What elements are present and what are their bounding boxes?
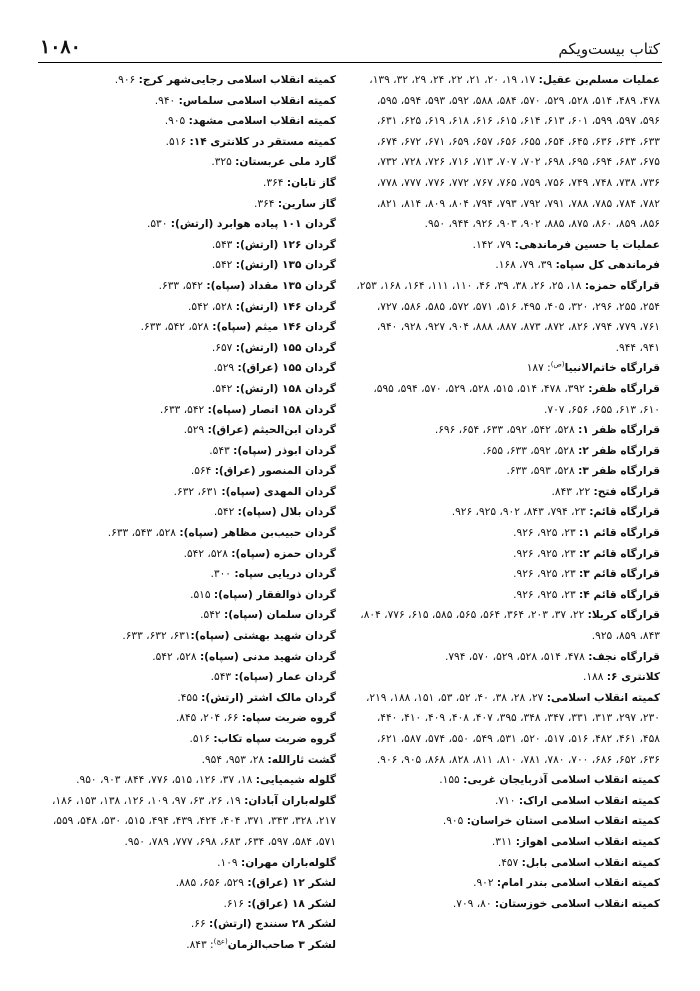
index-entry: [356, 502, 660, 523]
entry-heading: گردان ۱۰۱ پیاده هوابرد (ارتش):: [170, 218, 336, 231]
index-entry: [36, 894, 336, 915]
entry-heading: قرارگاه ظفر ۳:: [578, 465, 660, 478]
index-entry: [356, 70, 660, 235]
entry-page-refs: ۵۲۸، ۵۴۲، ۵۹۲، ۶۳۳، ۶۵۴، ۶۹۶.: [434, 424, 579, 437]
index-entry: [36, 379, 336, 400]
entry-page-refs: ۶۶.: [190, 918, 210, 931]
entry-heading: فرماندهی کل سپاه:: [555, 259, 660, 272]
entry-page-refs: ۱۸۸.: [582, 671, 607, 684]
index-entry: [36, 873, 336, 894]
entry-page-refs: ۱۸، ۲۵، ۲۶، ۳۸، ۳۹، ۴۶، ۱۱۰، ۱۱۱، ۱۶۴، ۱۶۸، ۲۵۳، ۲۵۴، ۲۵۵، ۲۹۶، ۳۲۰، ۴۰۵، ۴۹۵، ۵۱۶، ۵۷۱، ۵۷۲، ۵۸۵، ۵۸۶، ۷۲۷، ۷۶۱، ۷۷۹، ۷۹۴، ۸۲۶، ۸۷۲، ۸۷۳، ۸۸۷، ۸۸۸، ۹۰۴، ۹۲۷، ۹۲۸، ۹۴۰، ۹۴۱، ۹۴۴.: [356, 279, 660, 354]
entry-page-refs: ۹۰۲.: [473, 877, 497, 890]
entry-page-refs: ۶۳۱، ۶۳۲.: [173, 485, 222, 498]
entry-heading: گردان سلمان (سپاه):: [224, 609, 336, 622]
entry-heading: گردان دریایی سپاه:: [234, 568, 336, 581]
index-entry: [36, 132, 336, 153]
entry-page-refs: ۲۷، ۲۸، ۳۸، ۴۰، ۵۲، ۵۳، ۱۵۱، ۱۸۸، ۲۱۹، ۲۳۰، ۲۹۷، ۳۱۳، ۳۳۱، ۳۴۷، ۳۴۸، ۳۹۵، ۴۰۷، ۴۰۸، ۴۰۹، ۴۱۰، ۴۴۰، ۴۵۸، ۴۶۱، ۴۸۲، ۵۱۶، ۵۱۷، ۵۲۰، ۵۳۱، ۵۴۹، ۵۵۰، ۵۷۴، ۵۸۷، ۶۲۱، ۶۳۶، ۶۵۲، ۶۸۶، ۷۰۰، ۷۸۰، ۷۸۱، ۸۱۰، ۸۱۱، ۸۲۸، ۸۶۸، ۹۰۵، ۹۰۶.: [366, 691, 660, 766]
entry-heading: قرارگاه نجف:: [588, 650, 660, 663]
index-entry: [36, 729, 336, 750]
entry-page-refs: ۷۱۰.: [495, 794, 519, 807]
index-entry: [36, 194, 336, 215]
entry-page-refs: ۳۲۵.: [211, 156, 236, 169]
entry-heading: گردان ابن‌الحیثم (عراق):: [207, 424, 336, 437]
entry-page-refs: : ۱۸۷: [526, 362, 551, 375]
index-entry: [36, 544, 336, 565]
entry-heading: گلوله‌باران آبادان:: [244, 794, 336, 807]
entry-heading: قرارگاه خاتم‌الانبیا: [564, 362, 660, 375]
entry-page-refs: ۴۷۸، ۵۱۴، ۵۲۸، ۵۲۹، ۵۷۰، ۷۹۴.: [444, 650, 589, 663]
entry-heading: گاز تابان:: [286, 176, 336, 189]
entry-heading: گردان حبیب‌بن مظاهر (سپاه):: [179, 527, 336, 540]
entry-page-refs: ۳۹۲، ۴۷۸، ۵۱۴، ۵۱۵، ۵۲۸، ۵۲۹، ۵۷۰، ۵۹۴، ۵۹۵، ۶۱۰، ۶۱۳، ۶۵۵، ۶۵۶، ۷۰۷.: [373, 382, 660, 416]
index-column-right: [356, 70, 660, 914]
entry-heading: گردان شهید مدنی (سپاه):: [199, 650, 336, 663]
entry-page-refs: ۹۰۵.: [164, 115, 189, 128]
index-entry: [36, 276, 336, 297]
page-header: [40, 32, 660, 58]
entry-heading: کلانتری ۶:: [606, 671, 660, 684]
entry-heading: لشکر ۱۲ (عراق):: [247, 877, 336, 890]
index-entry: [356, 420, 660, 441]
entry-heading: گردان ابوذر (سپاه):: [233, 444, 336, 457]
entry-heading: کمیته انقلاب اسلامی بندر امام:: [496, 877, 660, 890]
index-entry: [356, 523, 660, 544]
index-entry: [356, 461, 660, 482]
index-entry: [36, 317, 336, 338]
entry-heading: قرارگاه ظفر ۲:: [578, 444, 660, 457]
entry-heading: کمیته انقلاب اسلامی استان خراسان:: [466, 815, 660, 828]
entry-page-refs: ۵۲۸، ۵۴۲.: [152, 650, 200, 663]
entry-page-refs: ۵۴۲.: [211, 259, 236, 272]
entry-heading: گردان حمزه (سپاه):: [231, 547, 336, 560]
entry-page-refs: ۴۵۷.: [497, 856, 522, 869]
index-entry: [36, 441, 336, 462]
index-entry: [36, 708, 336, 729]
entry-page-refs: ۸۰، ۷۰۹.: [452, 897, 495, 910]
entry-page-refs: ۳۶۴.: [254, 197, 278, 210]
index-entry: [36, 688, 336, 709]
entry-page-refs: ۲۳، ۹۲۵، ۹۲۶.: [513, 527, 580, 540]
entry-heading: کمیته انقلاب اسلامی رجایی‌شهر کرج:: [138, 74, 336, 86]
entry-page-refs: ۵۲۸، ۵۹۳، ۶۳۳.: [506, 465, 579, 478]
index-entry: [36, 235, 336, 256]
entry-page-refs: ۵۴۲.: [200, 609, 224, 622]
entry-page-refs: ۲۳، ۹۲۵، ۹۲۶.: [513, 588, 580, 601]
index-entry: [356, 358, 660, 379]
index-entry: [36, 152, 336, 173]
entry-page-refs: ۵۲۸، ۵۴۳، ۶۳۳.: [107, 527, 180, 540]
entry-page-refs: ۲۲، ۳۷، ۲۰۳، ۳۶۴، ۵۶۴، ۵۶۵، ۵۸۵، ۶۱۵، ۷۷۶، ۸۰۴، ۸۴۳، ۸۵۹، ۹۲۵.: [360, 609, 660, 643]
index-entry: [356, 276, 660, 358]
entry-heading: گردان مالک اشتر (ارتش):: [201, 691, 336, 704]
entry-page-refs: ۹۰۵.: [442, 815, 467, 828]
entry-page-refs: ۳۰۰.: [210, 568, 235, 581]
entry-page-refs: ۵۴۲.: [213, 506, 238, 519]
index-entry: [356, 894, 660, 915]
entry-page-refs: ۵۴۲، ۶۳۳.: [158, 279, 207, 292]
index-entry: [36, 297, 336, 318]
index-entry: [356, 791, 660, 812]
entry-heading: گروه ضربت سپاه تکاب:: [213, 733, 336, 745]
entry-page-refs: ۴۵۵.: [177, 691, 202, 704]
entry-heading: گردان ۱۴۶ (ارتش):: [235, 300, 336, 313]
entry-page-refs: ۶۶، ۲۰۴، ۸۴۵.: [175, 712, 242, 725]
index-entry: [356, 770, 660, 791]
entry-heading: قرارگاه ظفر ۱:: [578, 424, 660, 437]
index-entry: [36, 770, 336, 791]
entry-heading: کمیته انقلاب اسلامی:: [546, 691, 660, 704]
index-entry: [36, 914, 336, 935]
index-entry: [356, 379, 660, 420]
entry-heading: گشت ثارالله:: [267, 753, 336, 766]
index-entry: [356, 605, 660, 646]
entry-heading: کمیته انقلاب اسلامی سلماس:: [178, 94, 336, 107]
entry-heading: لشکر ۱۸ (عراق):: [247, 897, 336, 910]
entry-page-refs: ۵۲۹.: [213, 362, 238, 375]
entry-page-refs: ۹۰۶.: [114, 74, 139, 86]
index-entry: [36, 461, 336, 482]
index-entry: [356, 832, 660, 853]
entry-page-refs: ۷۹، ۱۴۲.: [472, 238, 515, 251]
entry-heading: گردان ذوالفقار (سپاه):: [213, 588, 336, 601]
entry-heading: قرارگاه قائم ۳:: [579, 568, 660, 581]
entry-page-refs: ۵۱۶.: [189, 733, 214, 745]
index-entry: [36, 853, 336, 874]
entry-heading: گردان المنصور (عراق):: [214, 465, 336, 478]
entry-heading: کمیته انقلاب اسلامی خوزستان:: [494, 897, 660, 910]
entry-honorific: (ص): [550, 360, 565, 369]
entry-heading: گردان عمار (سپاه):: [234, 671, 336, 684]
entry-heading: گلوله‌باران مهران:: [241, 856, 336, 869]
index-entry: [36, 502, 336, 523]
index-entry: [36, 482, 336, 503]
index-column-left: [36, 70, 336, 956]
index-entry: [36, 791, 336, 853]
header-rule: [38, 62, 662, 63]
entry-heading: گردان ۱۳۵ (ارتش):: [235, 259, 336, 272]
index-entry: [36, 667, 336, 688]
index-entry: [356, 482, 660, 503]
entry-page-refs: ۲۳، ۷۹۴، ۸۴۳، ۹۰۲، ۹۲۵، ۹۲۶.: [451, 506, 590, 519]
entry-page-refs: ۱۸، ۳۷، ۱۲۶، ۵۱۵، ۷۷۶، ۸۴۴، ۹۰۳، ۹۵۰.: [76, 774, 256, 787]
entry-page-refs: ۵۶۴.: [190, 465, 215, 478]
entry-heading: قرارگاه قائم:: [589, 506, 660, 519]
index-entry: [356, 873, 660, 894]
entry-heading: گردان ۱۵۵ (ارتش):: [235, 341, 336, 354]
entry-heading: گردان ۱۵۸ انصار (سپاه):: [207, 403, 336, 416]
index-entry: [36, 585, 336, 606]
entry-heading: عملیات مسلم‌بن عقیل:: [538, 74, 660, 86]
index-entry: [36, 564, 336, 585]
index-entry: [356, 853, 660, 874]
entry-page-refs: ۵۴۳.: [210, 671, 235, 684]
entry-page-refs: ۵۴۲، ۶۳۳.: [159, 403, 208, 416]
entry-page-refs: ۵۴۳.: [211, 238, 236, 251]
index-entry: [36, 523, 336, 544]
entry-page-refs: ۵۱۶.: [165, 135, 190, 148]
index-entry: [356, 667, 660, 688]
entry-heading: قرارگاه فتح:: [593, 485, 660, 498]
entry-heading: گلوله شیمیایی:: [255, 774, 336, 787]
index-entry: [36, 255, 336, 276]
entry-page-refs: ۲۳، ۹۲۵، ۹۲۶.: [513, 568, 580, 581]
index-entry: [36, 214, 336, 235]
entry-heading: کمیته انقلاب اسلامی آذربایجان غربی:: [463, 774, 660, 787]
entry-heading: کمیته انقلاب اسلامی بابل:: [521, 856, 660, 869]
entry-page-refs: ۲۳، ۹۲۵، ۹۲۶.: [513, 547, 580, 560]
entry-page-refs: ۶۱۶.: [223, 897, 248, 910]
entry-heading: قرارگاه کربلا:: [587, 609, 660, 622]
entry-heading: گردان ۱۵۸ (ارتش):: [235, 382, 336, 395]
index-entry: [36, 70, 336, 91]
entry-heading: قرارگاه قائم ۲:: [579, 547, 660, 560]
entry-page-refs: ۳۱۱.: [491, 835, 516, 848]
entry-page-refs: ۵۲۸، ۵۴۲، ۶۳۳.: [140, 321, 213, 334]
entry-heading: عملیات یا حسین فرماندهی:: [514, 238, 660, 251]
book-title: کتاب بیست‌ویکم: [558, 40, 660, 58]
index-entry: [36, 935, 336, 956]
entry-heading: لشکر ۳ صاحب‌الزمان: [227, 938, 336, 951]
entry-heading: گردان شهید بهشتی (سپاه):: [190, 630, 336, 643]
entry-heading: لشکر ۲۸ سنندج (ارتش):: [209, 918, 336, 931]
entry-page-refs: ۵۱۵.: [190, 588, 214, 601]
index-entry: [356, 688, 660, 770]
index-entry: [356, 255, 660, 276]
index-entry: [36, 647, 336, 668]
entry-heading: گارد ملی عربستان:: [235, 156, 336, 169]
entry-page-refs: ۶۵۷.: [211, 341, 236, 354]
entry-heading: کمیته انقلاب اسلامی اهواز:: [515, 835, 660, 848]
entry-heading: قرارگاه قائم ۴:: [579, 588, 660, 601]
entry-heading: قرارگاه ظفر:: [588, 382, 660, 395]
entry-heading: کمیته انقلاب اسلامی مشهد:: [188, 115, 336, 128]
entry-page-refs: ۲۸، ۹۵۳، ۹۵۴.: [201, 753, 268, 766]
entry-page-refs: ۵۴۳.: [209, 444, 234, 457]
entry-heading: کمیته انقلاب اسلامی اراک:: [518, 794, 660, 807]
entry-heading: گاز سارین:: [277, 197, 336, 210]
index-entry: [36, 420, 336, 441]
entry-page-refs: ۱۵۵.: [439, 774, 464, 787]
index-entry: [36, 750, 336, 771]
entry-heading: گروه ضربت سپاه:: [241, 712, 336, 725]
entry-page-refs: ۵۲۹، ۶۵۶، ۸۸۵.: [175, 877, 248, 890]
index-entry: [356, 564, 660, 585]
entry-page-refs: ۵۲۸، ۵۹۲، ۶۳۳، ۶۵۵.: [482, 444, 579, 457]
entry-page-refs: ۳۶۴.: [263, 176, 287, 189]
entry-heading: گردان ۱۴۶ میثم (سپاه):: [212, 321, 336, 334]
entry-page-refs: : ۸۴۳.: [186, 938, 214, 951]
index-entry: [356, 647, 660, 668]
index-entry: [356, 585, 660, 606]
entry-heading: قرارگاه حمزه:: [584, 279, 660, 292]
entry-page-refs: ۱۷، ۱۹، ۲۰، ۲۱، ۲۲، ۲۴، ۲۹، ۳۲، ۱۳۹، ۴۷۸، ۴۸۹، ۵۱۴، ۵۲۸، ۵۲۹، ۵۷۰، ۵۸۴، ۵۸۸، ۵۹۲، ۵۹۳، ۵۹۴، ۵۹۵، ۵۹۶، ۵۹۷، ۵۹۹، ۶۰۱، ۶۱۳، ۶۱۴، ۶۱۵، ۶۱۶، ۶۱۸، ۶۱۹، ۶۲۵، ۶۳۱، ۶۳۳، ۶۳۴، ۶۳۶، ۶۴۵، ۶۵۴، ۶۵۵، ۶۵۶، ۶۵۷، ۶۵۹، ۶۷۱، ۶۷۲، ۶۷۴، ۶۷۵، ۶۸۳، ۶۹۴، ۶۹۵، ۶۹۸، ۷۰۲، ۷۰۷، ۷۱۳، ۷۱۶، ۷۲۶، ۷۲۸، ۷۳۲، ۷۳۶، ۷۳۸، ۷۴۸، ۷۴۹، ۷۵۶، ۷۵۹، ۷۶۵، ۷۶۷، ۷۷۲، ۷۷۶، ۷۷۷، ۷۷۸، ۷۸۲، ۷۸۴، ۷۸۵، ۷۸۸، ۷۹۱، ۷۹۲، ۷۹۳، ۷۹۴، ۸۰۴، ۸۰۹، ۸۱۴، ۸۲۱، ۸۵۶، ۸۵۹، ۸۶۰، ۸۷۵، ۸۸۵، ۹۰۲، ۹۰۳، ۹۲۶، ۹۴۴، ۹۵۰.: [369, 74, 660, 231]
entry-page-refs: ۲۲، ۸۴۳.: [551, 485, 594, 498]
entry-heading: گردان ۱۳۵ مقداد (سپاه):: [206, 279, 336, 292]
entry-heading: گردان ۱۵۵ (عراق):: [237, 362, 336, 375]
entry-page-refs: ۵۲۹.: [183, 424, 208, 437]
entry-heading: گردان بلال (سپاه):: [237, 506, 336, 519]
entry-heading: گردان ۱۲۶ (ارتش):: [235, 238, 336, 251]
entry-page-refs: ۱۹، ۲۶، ۶۳، ۹۷، ۱۰۹، ۱۲۶، ۱۳۸، ۱۵۳، ۱۸۶، ۲۱۷، ۳۲۸، ۳۴۳، ۳۷۱، ۴۰۴، ۴۲۴، ۴۳۹، ۴۹۴، ۵۱۵، ۵۳۰، ۵۴۸، ۵۵۹، ۵۷۱، ۵۸۴، ۵۹۷، ۶۳۴، ۶۸۳، ۶۹۸، ۷۷۷، ۷۸۹، ۹۵۰.: [51, 794, 336, 848]
index-entry: [356, 811, 660, 832]
index-entry: [356, 235, 660, 256]
index-entry: [36, 358, 336, 379]
entry-page-refs: ۹۴۰.: [154, 94, 179, 107]
entry-page-refs: ۵۲۸، ۵۴۲.: [188, 300, 236, 313]
entry-page-refs: ۵۴۲.: [211, 382, 236, 395]
entry-heading: گردان المهدی (سپاه):: [221, 485, 336, 498]
entry-heading: قرارگاه قائم ۱:: [579, 527, 660, 540]
entry-page-refs: ۵۳۰.: [146, 218, 171, 231]
index-entry: [36, 173, 336, 194]
entry-page-refs: ۵۲۸، ۵۴۲.: [183, 547, 232, 560]
index-entry: [356, 544, 660, 565]
entry-page-refs: ۶۳۱، ۶۳۲، ۶۳۳.: [122, 630, 191, 643]
entry-page-refs: ۱۰۹.: [217, 856, 241, 869]
index-entry: [356, 441, 660, 462]
index-entry: [36, 111, 336, 132]
index-entry: [36, 626, 336, 647]
index-entry: [36, 338, 336, 359]
page-number: ۱۰۸۰: [40, 36, 81, 58]
index-entry: [36, 91, 336, 112]
index-entry: [36, 605, 336, 626]
entry-heading: کمیته مستقر در کلانتری ۱۴:: [189, 135, 336, 148]
entry-honorific: (عج): [213, 937, 228, 946]
entry-page-refs: ۳۹، ۷۹، ۱۶۸.: [495, 259, 556, 272]
index-entry: [36, 400, 336, 421]
